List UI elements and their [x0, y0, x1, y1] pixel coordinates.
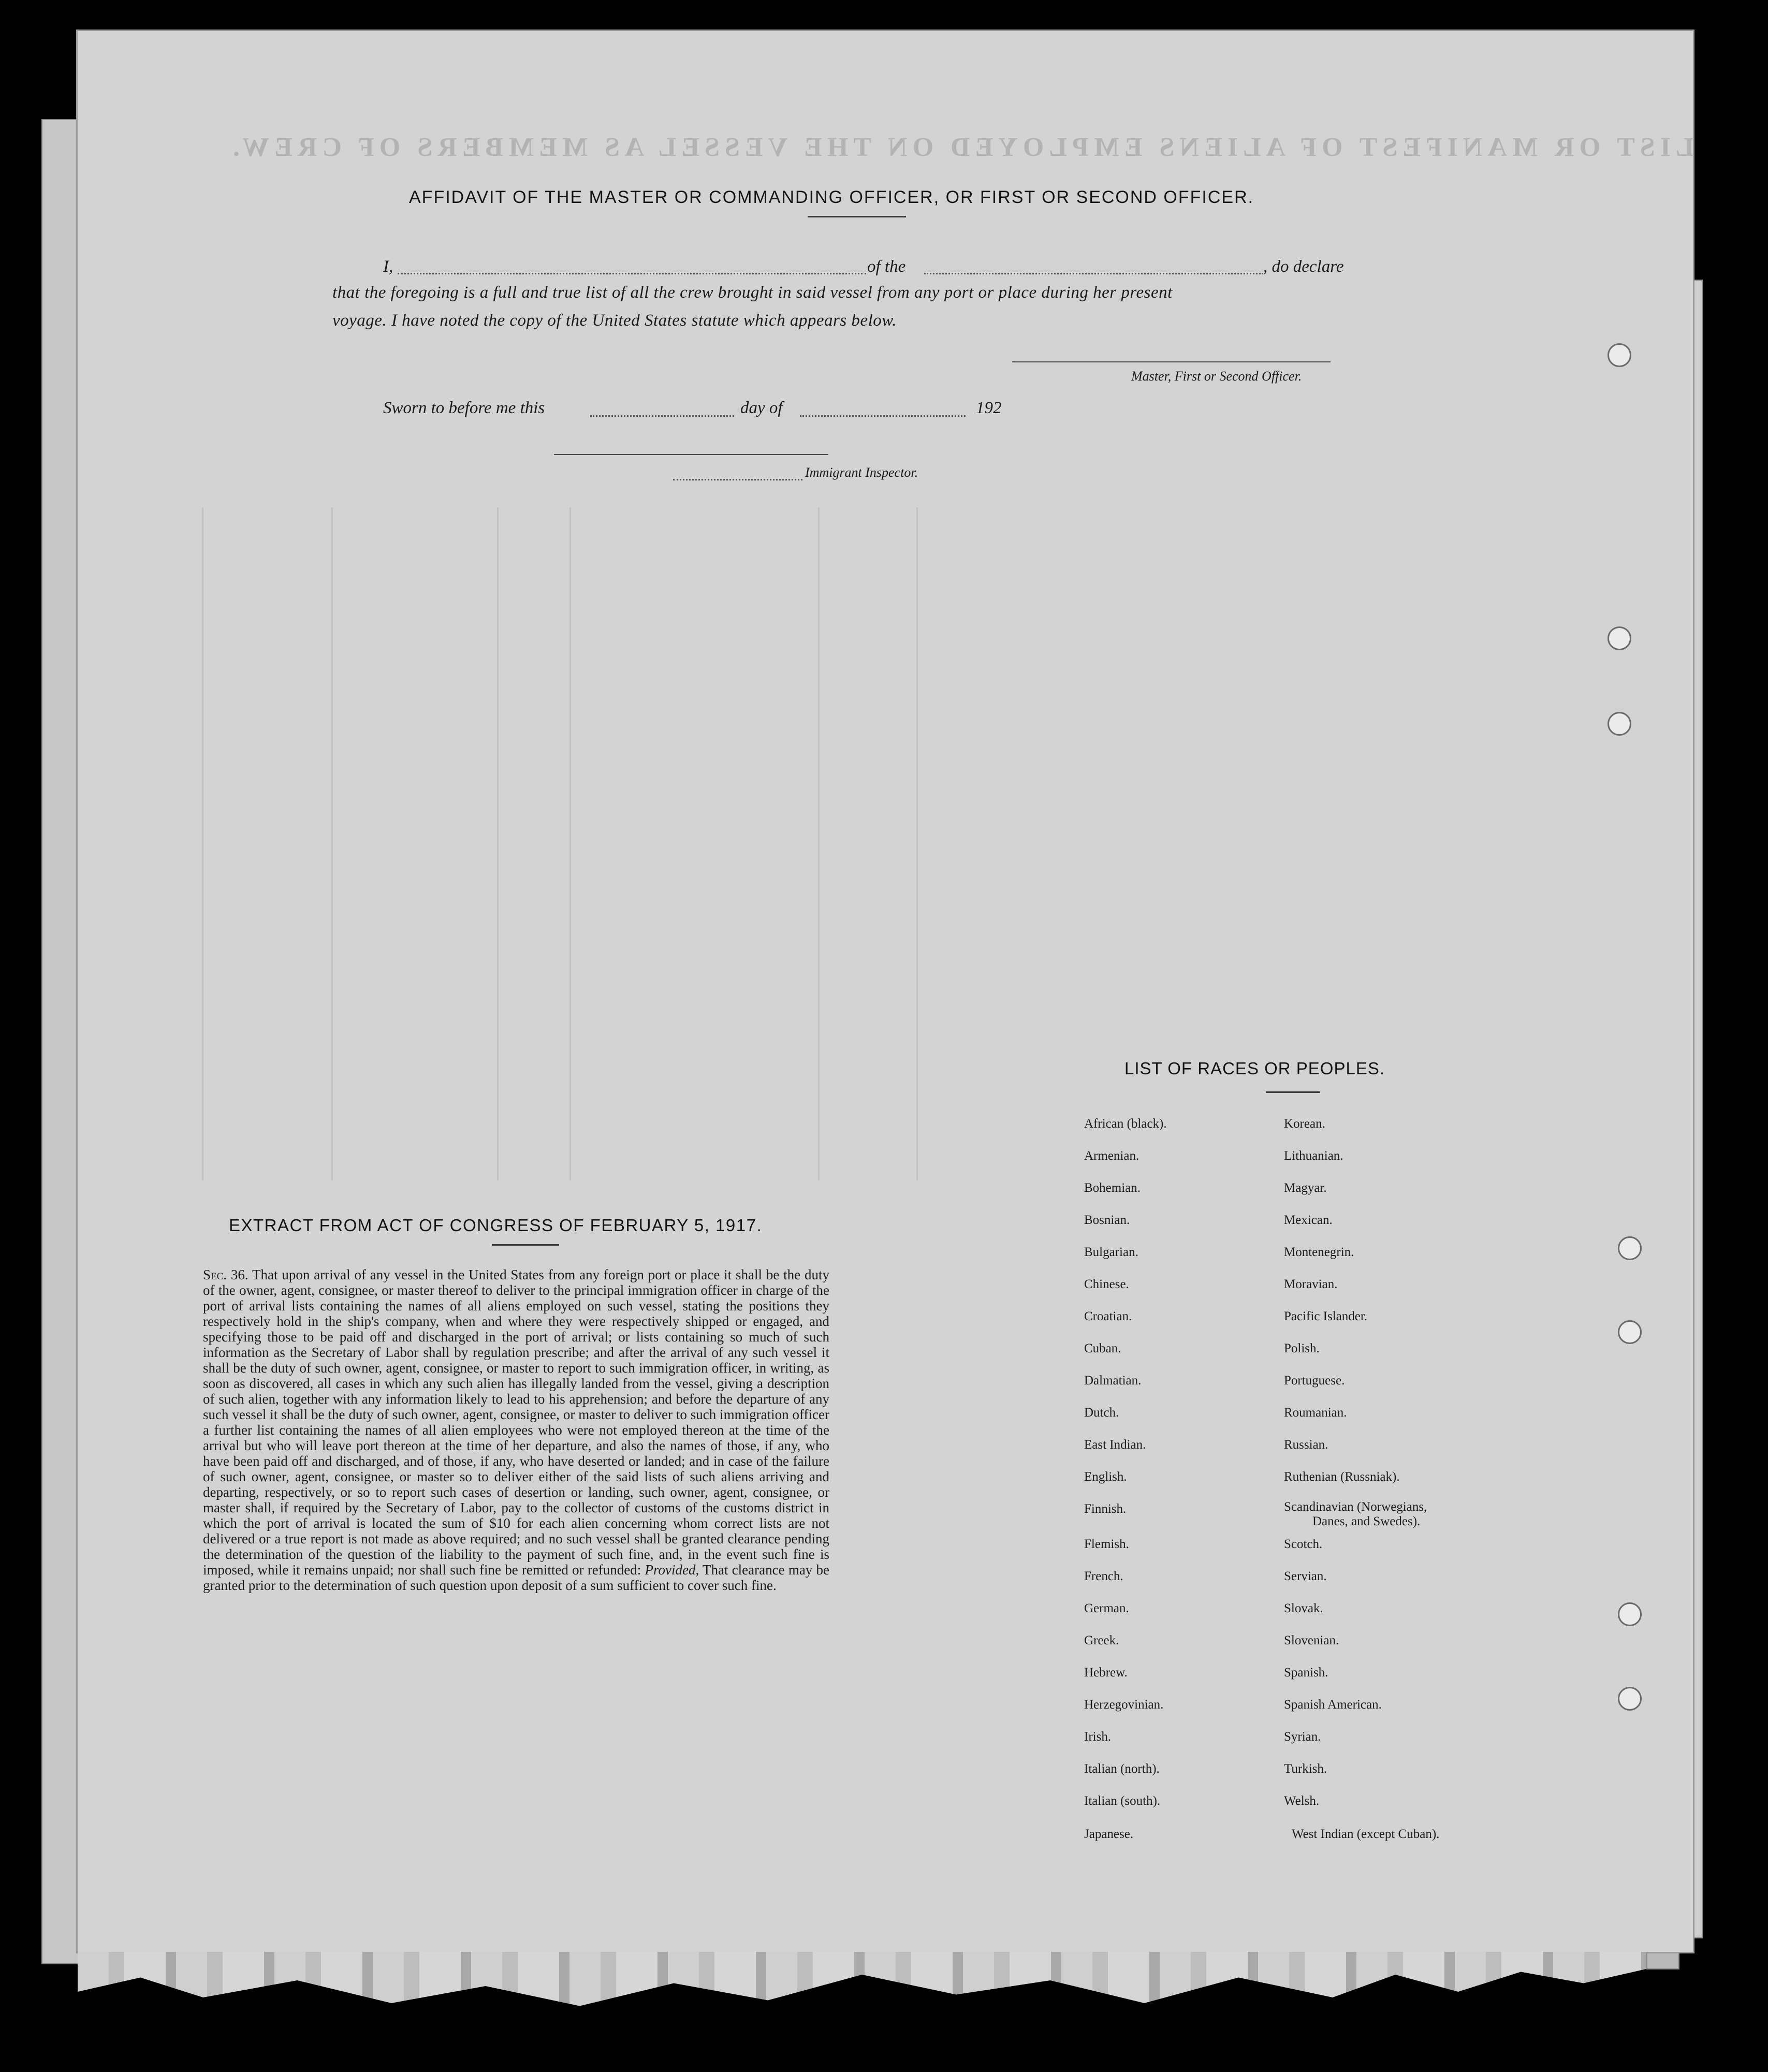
race-item: Polish.: [1284, 1341, 1320, 1355]
race-item: Italian (north).: [1084, 1762, 1160, 1776]
race-item: Dutch.: [1084, 1406, 1119, 1420]
race-item: Finnish.: [1084, 1502, 1127, 1516]
race-item: Cuban.: [1084, 1341, 1121, 1355]
race-item: Lithuanian.: [1284, 1149, 1343, 1163]
race-item: Magyar.: [1284, 1181, 1327, 1195]
binder-hole: [1618, 1687, 1642, 1711]
race-item: Montenegrin.: [1284, 1245, 1354, 1259]
binder-hole: [1618, 1320, 1642, 1344]
bleed-through-column-line: [818, 507, 820, 1180]
race-item: Japanese.: [1084, 1827, 1134, 1841]
affidavit-do-declare: , do declare: [1263, 257, 1344, 276]
race-item: Danes, and Swedes).: [1312, 1514, 1421, 1528]
race-item: Armenian.: [1084, 1149, 1139, 1163]
race-item: Slovak.: [1284, 1601, 1323, 1615]
races-heading: LIST OF RACES OR PEOPLES.: [1124, 1059, 1385, 1078]
race-item: East Indian.: [1084, 1438, 1146, 1452]
race-item: Bulgarian.: [1084, 1245, 1138, 1259]
races-heading-rule: [1266, 1091, 1320, 1093]
race-item: Dalmatian.: [1084, 1374, 1142, 1388]
bleed-through-column-line: [497, 507, 499, 1180]
race-item: Portuguese.: [1284, 1374, 1345, 1388]
affidavit-of-the: of the: [867, 257, 906, 276]
extract-heading: EXTRACT FROM ACT OF CONGRESS OF FEBRUARY 5, 1917.: [229, 1216, 763, 1235]
affidavit-line-2: that the foregoing is a full and true list of all the crew brought in said vessel from any port or place during her present: [332, 283, 1173, 302]
name-blank: [398, 273, 866, 274]
binder-hole: [1618, 1236, 1642, 1260]
binder-hole: [1608, 626, 1631, 650]
race-item: Turkish.: [1284, 1762, 1327, 1776]
binder-hole: [1608, 712, 1631, 736]
race-item: Spanish.: [1284, 1666, 1328, 1680]
race-item: Korean.: [1284, 1117, 1325, 1131]
inspector-dotted-line: [673, 479, 802, 480]
vessel-blank: [924, 273, 1263, 274]
extract-statute-text: [203, 1267, 829, 1666]
race-item: Scotch.: [1284, 1537, 1323, 1551]
inspector-caption: Immigrant Inspector.: [805, 465, 918, 480]
race-item: Irish.: [1084, 1730, 1112, 1744]
sworn-day-of: day of: [740, 399, 783, 417]
race-item: Greek.: [1084, 1633, 1119, 1647]
race-item: Ruthenian (Russniak).: [1284, 1470, 1400, 1484]
bleed-through-column-line: [569, 507, 571, 1180]
extract-body-text: That upon arrival of any vessel in the United States from any foreign port or place it shall be the duty of the owner, agent, consignee, or master thereof to deliver to the principal immigration officer in charge of the port of arrival lists containing the names of all aliens employed on such vessel, stating the positions they respectively hold in the ship's company, when and where they were respectively shipped or engaged, and specifying those to be paid off and discharged in the port of arrival; or lists containing so much of such information as the Secretary of Labor shall by regulation prescribe; and after the arrival of any such vessel it shall be the duty of such owner, agent, consignee, or master to report to such immigration officer, in writing, as soon as discovered, all cases in which any such alien has illegally landed from the vessel, giving a description of such alien, together with any information likely to lead to his apprehension; and before the departure of any such vessel it shall be the duty of such owner, agent, consignee, or master to deliver to such immigration officer a further list containing the names of all alien employees who were not employed thereon at the time of the arrival but who will leave port thereon at the time of her departure, and also the names of those, if any, who have been paid off and discharged, and of those, if any, who have deserted or landed; and in case of the failure of such owner, agent, consignee, or master so to deliver either of the said lists of such aliens arriving and departing, respectively, or so to report such cases of desertion or landing, such owner, agent, consignee, or master shall, if required by the Secretary of Labor, pay to the collector of customs of the customs district in which the port of arrival is located the sum of $10 for each alien concerning whom correct lists are not delivered or a true report is not made as above required; and no such vessel shall be granted clearance pending the determination of the question of the liability to the payment of such fine, and, in the event such fine is imposed, while it remains unpaid; nor shall such fine be remitted or refunded:: [203, 1267, 829, 1578]
race-item: Hebrew.: [1084, 1666, 1128, 1680]
bleed-through-column-line: [916, 507, 918, 1180]
race-item: Croatian.: [1084, 1309, 1132, 1323]
binder-hole: [1608, 343, 1631, 367]
race-item: African (black).: [1084, 1117, 1167, 1131]
torn-page-edge: [78, 1952, 1646, 2009]
race-item: Spanish American.: [1284, 1698, 1382, 1712]
bleed-through-header: LIST OR MANIFEST OF ALIENS EMPLOYED ON THE VESSEL AS MEMBERS OF CREW.: [228, 133, 1694, 162]
sworn-day-blank: [590, 415, 734, 417]
race-item: Servian.: [1284, 1569, 1327, 1583]
extract-provided-word: Provided,: [645, 1562, 699, 1578]
race-item: Moravian.: [1284, 1277, 1338, 1291]
extract-heading-rule: [492, 1244, 559, 1246]
bleed-through-column-line: [331, 507, 333, 1180]
affidavit-heading-rule: [808, 216, 906, 217]
affidavit-i: I,: [383, 257, 393, 276]
race-item: Mexican.: [1284, 1213, 1333, 1227]
race-item: Flemish.: [1084, 1537, 1129, 1551]
race-item: Herzegovinian.: [1084, 1698, 1164, 1712]
affidavit-heading: AFFIDAVIT OF THE MASTER OR COMMANDING OFFICER, OR FIRST OR SECOND OFFICER.: [409, 187, 1254, 207]
race-item: Russian.: [1284, 1438, 1328, 1452]
race-item: Welsh.: [1284, 1794, 1320, 1808]
race-item: Slovenian.: [1284, 1633, 1339, 1647]
race-item: Italian (south).: [1084, 1794, 1161, 1808]
extract-body-end: That clearance may be granted prior to the determination of such question upon deposit of a sum sufficient to cover such fine.: [203, 1562, 829, 1593]
race-item: German.: [1084, 1601, 1129, 1615]
affidavit-line-3: voyage. I have noted the copy of the United States statute which appears below.: [332, 311, 897, 330]
race-item: French.: [1084, 1569, 1123, 1583]
race-item: West Indian (except Cuban).: [1292, 1827, 1440, 1841]
bleed-through-column-line: [202, 507, 203, 1180]
sworn-year: 192: [976, 399, 1002, 417]
race-item: Pacific Islander.: [1284, 1309, 1368, 1323]
binder-hole: [1618, 1602, 1642, 1626]
extract-section-label: Sec. 36.: [203, 1267, 249, 1282]
race-item: Chinese.: [1084, 1277, 1129, 1291]
race-item: Roumanian.: [1284, 1406, 1347, 1420]
race-item: Syrian.: [1284, 1730, 1321, 1744]
master-signature-line: [1012, 361, 1331, 362]
race-item: Scandinavian (Norwegians,: [1284, 1500, 1427, 1514]
inspector-signature-line: [554, 454, 828, 455]
race-item: English.: [1084, 1470, 1127, 1484]
sworn-prefix: Sworn to before me this: [383, 399, 545, 417]
master-signature-caption: Master, First or Second Officer.: [1131, 369, 1302, 384]
sworn-month-blank: [800, 415, 966, 417]
race-item: Bohemian.: [1084, 1181, 1141, 1195]
race-item: Bosnian.: [1084, 1213, 1130, 1227]
